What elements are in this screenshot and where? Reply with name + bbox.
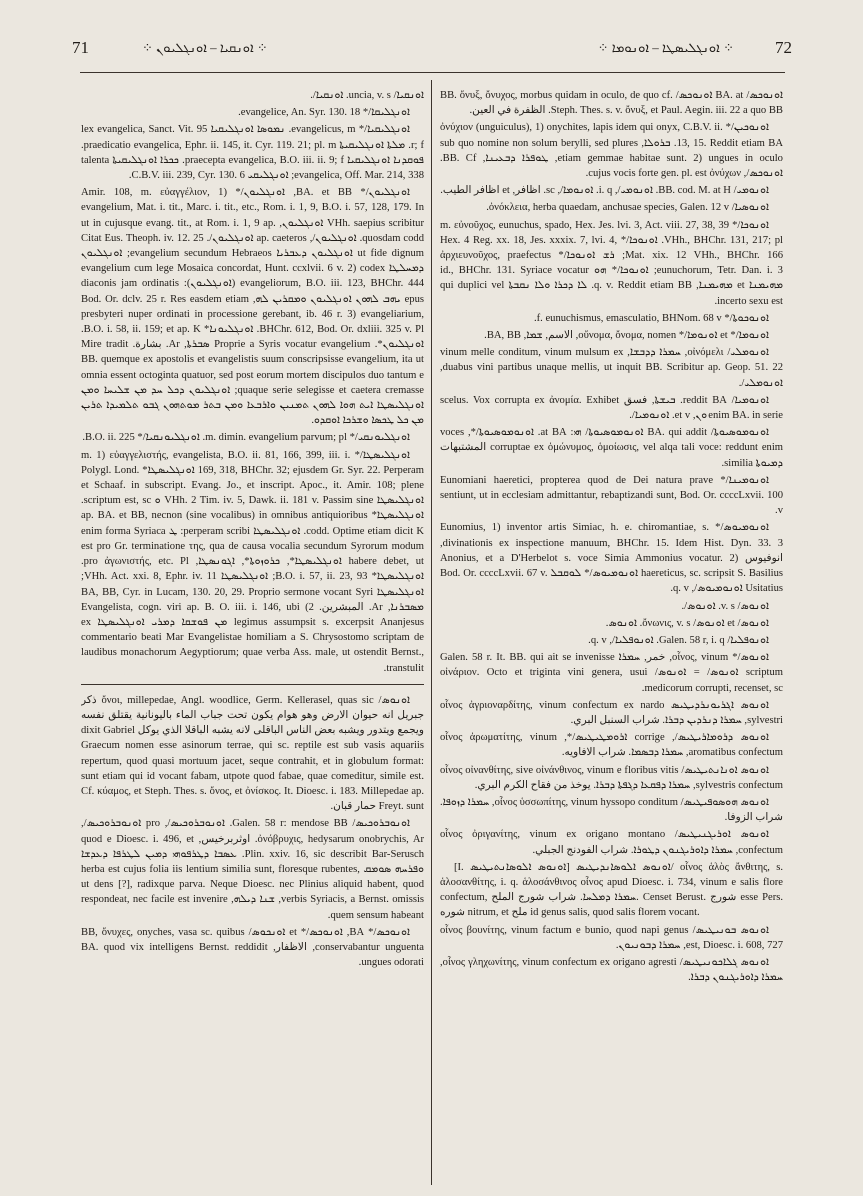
dictionary-entry: ܐܘܢܘܣ ܐܘܪܝܓܢܝܛܝܣ/ οἶνος ὀριγανίτης, vinum ex origano montano confectum, ܚܡܪܐ ܕܐܘܪܝܓܢܘܢ ܕܛܘܪܐ. شراب الفودنج الجبلي. <box>440 829 783 856</box>
dictionary-entry: ܐܘܢܘܣ/ ὄνοι, millepedae, Angl. woodlice, Germ. Kellerasel, quas sic ذكر جبريل انه حيوان الارض وهو هوام يكون تحت جباب الماء باليونانية يقتلق نفسه ويجمع ويتدور ويشبه بعض الناس الباقلى لانه يشبه الباقلا الذي يوكل dixit Gabriel Graecum nomen esse asinorum terrae, qui sc. reptile est sub vasis aquariis repertum, quod quasi mortuum jacet, seque contrahit, et in globulum format: sunt etiam qui id vocant fabam, utpote quod fabae, quae comeditur, simile est. Cf. κύαμος, et Steph. Thes. s. ὄνος, et ὀνίσκος. It. Dioesc. i. 183. Millepedae ap. Freyt. sunt حمار قبان. <box>81 694 424 813</box>
dictionary-entry: ܐܘܢܓܠܝܩܝܐ/* evangelicus, m. ܢܡܘܣܐ ܐܘܢܓܠܝܩܝܐ lex evangelica, Sanct. Vit. 95 r; f. ܡܠܬܐ ܐܘܢܓܠܝܩܝܬܐ praedicatio evangelica, Ephr. ii. 145, it. Cyr. 119. 21; pl. m. ܦܘܩܕܢܐ ܐܘܢܓܠܝܩܝܐ praecepta evangelica, B.O. iii. ii. 9; f. ܟܟܪܐ ܐܘܢܓܠܝܩܝܬܐ talenta evangelica, Off. Mar. 214, 338; ܐܘܢܓܠܝܩܝ C.B.V. iii. 239, Cyr. 130. 6. <box>81 124 424 182</box>
dictionary-entry: [I. ܐܘܢܘܣ ܐܠܘܣܐܢܬܝܛܝܣ] ܐܘܢܘܣ ܐܠܘܣܐܢܕܝܛܝܣ/ οἶνος ἁλὸς ἄνθιτης, s. ἁλοσανθίτης, i. q. ἁλοσάνθινος οἶνος apud Dioesc. i. 734, vinum e salis flore confectum, ܚܡܪܐ ܕܡܠܚܐ. شراب شورج الملح. Censet Berust. شورج esse Pers. شوره nitrum, et ملح id genus salis, quod salis florem vocant. <box>440 861 783 919</box>
dictionary-entry: ܐܘܢܘܟܐ/* m. εὐνοῦχος, eunuchus, spado, Hex. Jes. lvi. 3, Act. viii. 27, 38, 39 VHh., BHChr. 131, 217; pl. ܐܘܢܘܟܐ/* Hex. 4 Reg. xx. 18, Jes. xxxix. 7, lvi. 4, Mat. xix. 12 VHh., BHChr. 166; ܪܫ ܐܘܢܘܟܐ/* ἀρχιευνοῦχος, praefectus eunuchorum, Tetr. Dan. i. 3; ܐܘܢܘܟܐ/* ܗܘ id., BHChr. 131. Syriace vocatur ܡܗܝܡܢܐ et ܡܗܝܡܢܐ, q. v. Reddit etiam BB. ܠܐ ܕܟܪܐ ܘܠܐ ܢܩܒܬܐ qui duplici vel incerto sexu est. <box>440 219 783 307</box>
dictionary-entry: ܐܘܢܘܣ ܐܘܢܐܢܬܝܛܝܣ/ οἶνος οἰνανθίτης, sive οἰνάνθινος, vinum e floribus vitis sylvestris confectum, ܚܡܪܐ ܕܦܩܥܐ ܕܓܦܬܐ ܕܒܪܐ. يوخذ من فقاح الكرم البري. <box>440 764 783 791</box>
dictionary-entry: ܐܘܢܘܡܝ/ BB. cod. M. at H. ܐܘܢܘܡܝ/, i. q. ܐܘܢܘܡܐ/, sc. اظافر, et اظافر الطيب. <box>440 185 769 197</box>
left-running-head: ⁘ ܐܘܢܩܝܐ – ܐܘܢܓܠܝܘܢ ⁘ <box>142 40 268 55</box>
dictionary-entry: ܐܘܢܓܠܝܘܢܩܝ/* m. dimin. evangelium parvum; pl. ܐܘܢܓܠܝܘܢܩܝܐ/* B.O. ii. 225. <box>82 432 410 444</box>
column-divider <box>431 80 432 1185</box>
section-divider <box>81 684 424 685</box>
header-rule <box>80 72 785 73</box>
right-running-head: ⁘ ܐܘܢܓܠܝܣܛܐ – ܐܘܢܘܡܐ ⁘ <box>597 40 734 55</box>
dictionary-entry: ܐܘܢܘܟܣ/ BA. at ܐܘܢܘܟܣ/ BB. ὄνυξ, ὄνυχος, morbus quidam in oculo, de quo cf. Steph. Thes. s. v. ὄνυξ, et Paul. Aegin. iii. 22 a quo BB. الظفرة في العين. <box>440 90 783 117</box>
dictionary-entry: ܐܘܢܘܡܠܝ/ οἰνόμελι, ܚܡܪܐ ܕܕܒܫܐ, vinum melle conditum, vinum mulsum ex duabus vini partibus unaque mellis, ut inquit BB. Scribitur ap. Geop. 51. 22, ܐܘܢܘܡܠܝ/. <box>440 347 783 389</box>
dictionary-entry: ܐܘܢܘܡܝܢܐ/* Eunomiani haeretici, propterea quod de Dei natura prave sentiunt, ut in ecclesiam admittantur, rebaptizandi sunt, Bod. Or. ccccLxvii. 100 v. <box>440 474 783 517</box>
dictionary-entry: ܐܘܢܘܣ/* οἶνος, vinum, خمر, ܚܡܪܐ Galen. 58 r. It. BB. qui ait se invenisse scriptum ܐܘܢܘܣ/ = ܐܘܢܘܣ/ οἰνάριον. Octo et triginta vini genera, usui medicorum corrupti, recenset, sc. <box>440 652 783 694</box>
dictionary-entry: ܐܘܢܘܡܝܘܣ/* Eunomius, 1) inventor artis Simiac, h. e. chiromantiae, s. divinationis ex inspectione manuum, BHChr. 15. Idem Hist. Dyn. 33. 3, انوفيوس Anonius, et a D'Herbelot s. voce Simia Ammonius vocatur. 2) haereticus, sc. scripsit S. Basilius ܐܘܢܘܡܝܘܣ/* ܠܘܩܒܠ Bod. Or. ccccLxvii. 67 v. Usitatius ܐܘܢܘܡܝܘܣ/, q. v. <box>440 522 783 595</box>
dictionary-entry: ܐܘܢܘܟܣ/* BA, ܐܘܢܘܟܣ/* et ܐܘܢܟܘܣ/ BB, ὄνυχες, onyches, vasa sc. quibus conservabantur unguenta, الاظفار, BA. quod vix intelligens Bernst. reddidit ungues odorati. <box>81 926 424 969</box>
dictionary-entry: ܐܘܢܘܣܝܐ/ ὀνόκλεια, herba quaedam, anchusae species, Galen. 12 v. <box>486 202 769 214</box>
left-column <box>81 88 424 1188</box>
right-page-number: 72 <box>775 38 792 57</box>
page-header <box>72 36 792 62</box>
dictionary-entry: ܐܘܢܓܠܝܣܛܐ/* m. 1) εὐαγγελιστής, evangelista, B.O. ii. 81, 166, 399, iii. i. 169, 318, BHChr. 32; ejusdem Gr. Syr. 22. Perperam ܐܘܢܓܠܝܣܛܐ* Polygl. Lond. et Schaaf. in subscript. Evang. Jo., et inscript. Apoc., it. Amir. 108; plene ܐܘܢܓܠܝܣܛܐ VHh. 2 Tim. iv. 5, Dawk. ii. 181 v. Passim sine ܘ scriptum est, sc. ܐܘܢܓܠܝܣܛܐ* ap. BA. et BB, necnon (sine vocalibus) in omnibus antiquioribus codd. Optime etiam dicit K. ܐܘܢܓܠܝܣܛܐ perperam scribi: ܛ enim forma Syriaca est pro Gr. terminatione της, qua de causa vocalia secundum Syrorum modum habere debet, ut ܐܘܢܓܠܝܣܛܐ*, ܟܪܘܙܘܬܐ*, ܐܓܘܢܣܛܐ, pro ἀγωνιστής, etc. Pl. ܐܘܢܓܠܝܣܛܐ* B.O. i. 57, ii. 23, 93; ܐܘܢܓܠܝܣܛܐ VHh. Act. xxi. 8, Ephr. iv. 11; ܐܘܢܓܠܝܣܛܐ BA, BB, Cyr. in Lucam, 130. 20, 29. Proprio sermone vocant Syri ܡܣܒܪܢܐ, Ar. المبشرين. 2) Evangelista, cogn. viri ap. B. O. iii. i. 146, ubi legimus assumpsit s. excerpsit Ananjesus ܡܢ ܦܘܫܩܐ ܕܡܪܝ ܐܘܢܓܠܝܣܛܐ ex commentario beati Mar Evangelistae homiliam a S. Chrysostomo scriptam de laudibus monachorum Aegyptiorum; quae verba Ass. male, ut ostendit Bernst., transtulit. <box>81 449 424 674</box>
dictionary-entry: ܐܘܢܘܣ/ v. s. ܐܘܢܘܣ/. <box>681 600 769 612</box>
dictionary-entry: ܐܘܢܘܡܘܣܝܘܬܐ/ BA. qui addit ܐܘܢܘܡܘܣܝܘܬܐ/ ܗܝ: at BA. ܐܘܢܘܡܘܣܝܘܬܐ/*, voces corruptae ex ὁμώνυμος, ὁμοίωσις, vel alqa tali voce: reddunt enim المشتبهات ܕܡܝܘܬܐ similia. <box>440 427 783 469</box>
dictionary-entry: ܐܘܢܘܣ ܗܘܣܘܦܝܛܝܣ/ οἶνος ὑσσωπίτης, vinum hyssopo conditum, ܚܡܪܐ ܕܙܘܦܐ. شراب الزوفا. <box>440 796 783 824</box>
dictionary-entry: ܐܘܢܘܣ ܒܘܢܝܛܝܣ/ οἶνος βουνίτης, vinum factum e bunio, quod napi genus est, Dioesc. i. 608, 727, ܚܡܪܐ ܕܒܘܢܝܘܢ. <box>440 924 783 951</box>
dictionary-entry: ܐܘܢܘܣ ܕܪܘܡܐܪܝܛܝܣ/, corrige ܐܪܘܡܛܝܛܝܣ/*, οἶνος ἀρωματίτης, vinum aromatibus confectum, ܚܡܪܐ ܕܒܣܡܐ. شراب الافاويه. <box>440 732 783 759</box>
dictionary-entry: ܐܘܢܘܦܠܝܐ/ Galen. 58 r, i. q. ܐܘܢܘܦܠܝܐ/, q. v. <box>588 634 769 646</box>
dictionary-entry: ܐܘܢܘܟܝܢ/* ὀνύχιον (unguiculus), 1) onychites, lapis idem qui onyx, C.B.V. ii. 13, 15. Reddit etiam BA. ܒܪܘܠܐ, sub quo nomine non solum berylli, sed plures etiam gemmae habitae sunt. 2) ungues in oculo, ܛܘܦܪܐ ܕܒܥܝܢܐ, BB. Cf. ܐܘܢܘܟܣ/, cujus vocis forte gen. pl. est ὀνύχων. <box>440 122 783 180</box>
dictionary-entry: ܐܘܢܘܟܘܬܐ/* f. eunuchismus, emasculatio, BHNom. 68 v. <box>533 312 769 324</box>
dictionary-entry: ܐܘܢܘܣ ܓܠܐܟܘܢܝܛܝܣ/ οἶνος γληχωνίτης, vinum confectum ex origano agresti, ܚܡܪܐ ܕܐܘܪܝܓܢܘܢ ܕܒܪܐ. <box>440 956 783 984</box>
right-column <box>440 88 783 1188</box>
dictionary-entry: ܐܘܢܘܣ ܐܓܪܝܘܢܪܕܝܛܝܣ οἶνος ἀγριοναρδίτης, vinum confectum ex nardo sylvestri, ܚܡܪܐ ܕܢܪܕܝܢ ܕܒܪܐ. شراب السنبل البري. <box>440 699 783 726</box>
dictionary-entry: ܐܘܢܘܡܐ/* et ܐܘܢܘܡܐ/* οὔνομα, ὄνομα, nomen, الاسم, ܫܡܐ, BA, BB. <box>484 330 769 342</box>
dictionary-entry: ܐܘܢܘܡܝܐ/ reddit BA. ܒܝܫܬܐ, فسق scelus. Vox corrupta ex ἀνομία. Exhibet enim BA. in serie ܘܢ, et v. ܐܘܢܘܡܝܐ/. <box>440 394 783 422</box>
dictionary-entry: ܐܘܢܓܠܝܘܢ/* BA. et BB, ܐܘܢܓܠܝܘܢ/* Amir. 108, m. εὐαγγέλιον, 1) evangelium, Mat. i. tit., Marc. i. tit., etc., Rom. i. 1, 9, B.O. i. 57, 128, 179. In VHh. saepius scribitur ܐܘܢܓܠܝܘܢ, ut in cujusque evang. tit., at Rom. i. 1, 9 ap. quosdam codd. ܐܘܢܓܠܝܘܢ/, ap. caeteros ܐܘܢܓܠܝܘܢ/. Citat Eus. Theoph. iv. 12. 25 ut fide dignum ܐܘܢܓܠܝܘܢ ܕܥܒܪܝܐ evangelium secundum Hebraeos; ܐܘܢܓܠܝܘܢ ܕܡܚܠܛܐ evangelium cum lege Mosaica concordat, Hunt. ccxlvii. 6 v. 2) codex evangeliorum, B.O. iii. 123, BHChr. 444 (ܐܘܢܓܠܝܘܢ): diaconis jam ordinatis epus ܝܗܒ ܠܗܘܢ ܐܘܢܓܠܝܘܢ ܘܡܩܪܝܢ ܠܗ, Bod. Or. dclv. 25 r. Res easdem etiam presbyteri nuper ordinati in processione gerebant, ib. 46 r. 3) evangeliarium, BHChr. 612, Bod. Or. dxliii. 325 v. Pl. ܐܘܢܓܠܝܘܢܐ* B.O. i. 58, ii. 159; et ap. K. ܐܘܢܓܠܝܘܢ*. Proprie a Syris vocatur evangelium ܣܒܪܬܐ, Ar. بشارة. Mire tradit BB. quemque ex apostolis et evangelistis suum conscripsisse evangelium, ita ut omnia essent octoginta quatuor, sed post eorum mortem discipulos duo tantum e quaque serie selegisse et caetera cremasse; ܐܘܢܓܠܝܘܢ ܕܟܠ ܚܕ ܡܢ ܫܠܝܚܐ ܘܡܢ ܐܘܢܓܠܝܣܛܐ ܐܝܬ ܗܘܐ ܠܗܘܢ ܬܡܢܝܢ ܘܐܪܒܥܐ ܘܡܢ ܒܬܪ ܡܘܬܗܘܢ ܓܒܘ ܬܠܡܝܕܐ ܬܪܝܢ ܡܢ ܟܠ ܛܟܣܐ ܘܫܪܟܐ ܐܘܩܕܘ. <box>81 187 424 427</box>
dictionary-entry: ܐܘܢܘܣ/ et ܐܘܢܘܣ/ ὄνωνις, v. s. ܐܘܢܘܣ. <box>605 617 769 629</box>
dictionary-entry: ܐܘܢܩܝܐ/ uncia, v. s. ܐܘܢܩܝܐ/. <box>310 90 424 101</box>
dictionary-entry: ܐܘܢܘܒܪܘܟܝܣ/ Galen. 58 r: mendose BB. ܐܘܢܘܒܪܘܟܝܣ/, pro ܐܘܢܘܒܪܘܟܝܣ/, ὀνόβρυχις, hedysarum onobrychis, Ar. اوثربرخيس, quod e Dioesc. i. 496, et Plin. xxiv. 16, sic describit Bar-Serusch. ܥܣܒܐ ܕܛܪܦܘܗܝ ܕܡܝܢ ܠܛܪܦܐ ܕܥܕܫܐ ܘܦܪܚܗ ܣܘܡܩ herba est cujus folia iis lentium similia sunt, floresque rubentes, ut dens [?], radixque parva. Neque Dioesc. nec Plinius aliquid habent, quod verbis Syriacis, a Bernst. omissis, ܫܢܐ ܕܝܠܗ, respondeat, nec facile est invenire quem sensum habeant. <box>81 818 424 921</box>
dictionary-entry: ܐܘܢܓܠܝܩܐ/* evangelice, An. Syr. 130. 18. <box>238 107 410 119</box>
left-page-number: 71 <box>72 38 89 57</box>
